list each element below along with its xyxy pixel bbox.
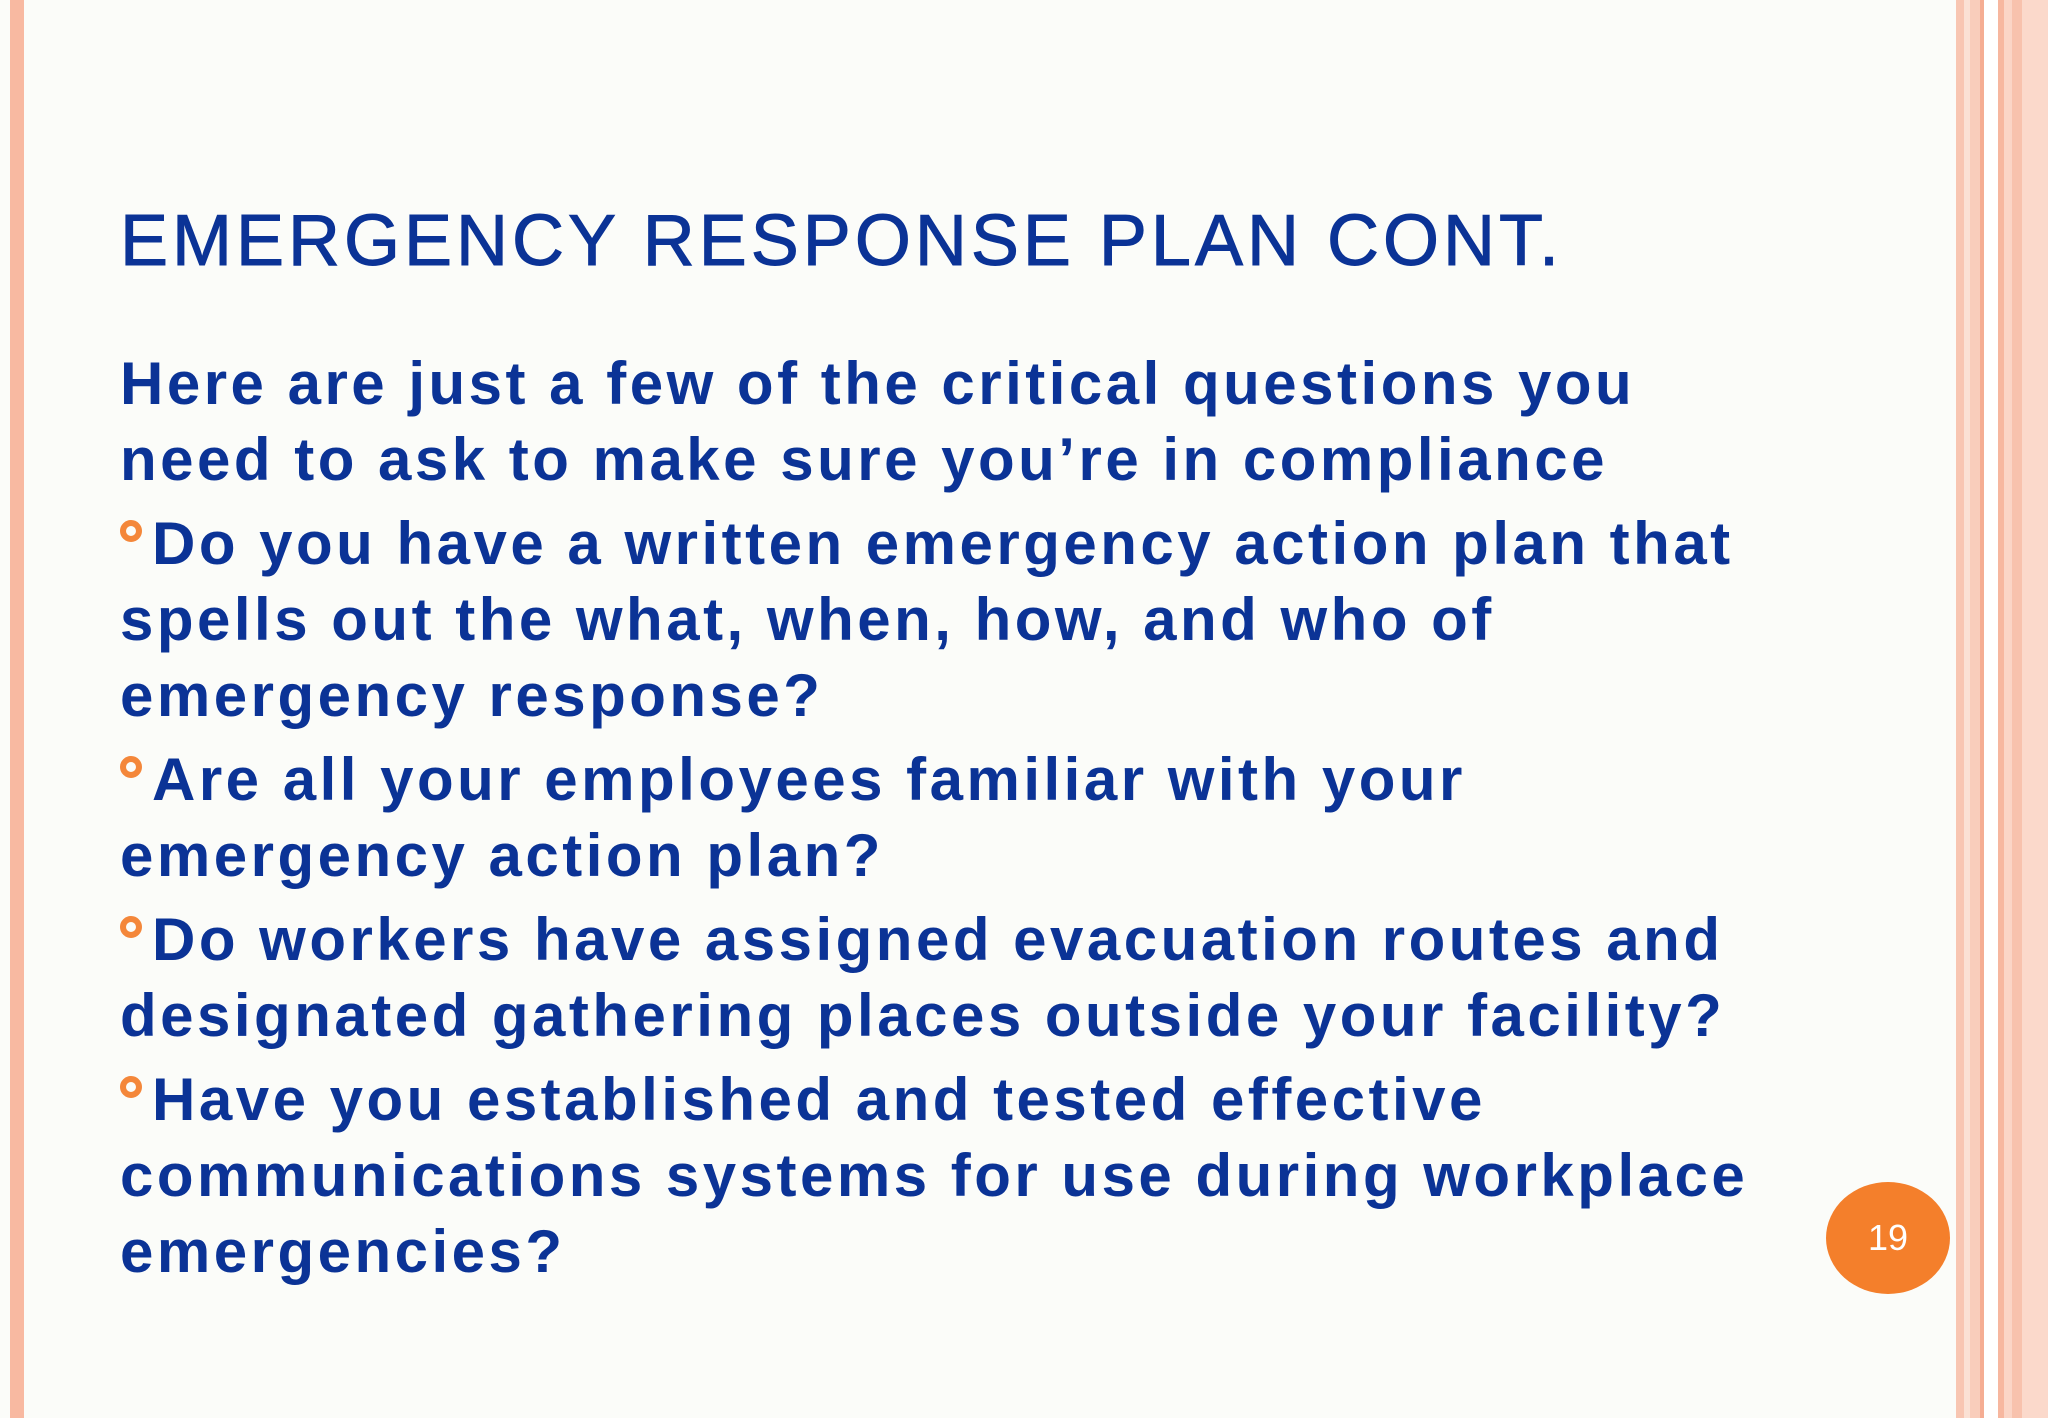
bullet-circle-icon [120, 916, 142, 938]
bullet-circle-icon [120, 520, 142, 542]
left-accent-stripe [10, 0, 24, 1418]
bullet-text: Have you established and tested effective communications systems for use during workplace emergencies? [120, 1066, 1749, 1285]
bullet-item [120, 506, 1760, 734]
right-decorative-stripe [1970, 0, 1980, 1418]
right-decorative-stripe [1956, 0, 1964, 1418]
right-decorative-stripe [2012, 0, 2022, 1418]
bullet-text: Are all your employees familiar with your emergency action plan? [120, 746, 1466, 889]
slide-body [120, 346, 1760, 1298]
intro-paragraph: Here are just a few of the critical questions you need to ask to make sure you’re in compliance [120, 350, 1636, 493]
bullet-text: Do you have a written emergency action plan that spells out the what, when, how, and who of emergency response? [120, 510, 1734, 729]
right-decorative-stripe [2004, 0, 2012, 1418]
bullet-circle-icon [120, 756, 142, 778]
bullet-text: Do workers have assigned evacuation routes and designated gathering places outside your facility? [120, 906, 1726, 1049]
slide-title: EMERGENCY RESPONSE PLAN CONT. [120, 201, 1563, 281]
bullet-circle-icon [120, 1076, 142, 1098]
right-decorative-stripe [1984, 0, 1998, 1418]
bullet-item [120, 1062, 1760, 1290]
right-decorative-stripe [2022, 0, 2048, 1418]
bullet-item [120, 902, 1760, 1054]
bullet-item [120, 742, 1760, 894]
page-number-badge: 19 [1826, 1182, 1950, 1294]
